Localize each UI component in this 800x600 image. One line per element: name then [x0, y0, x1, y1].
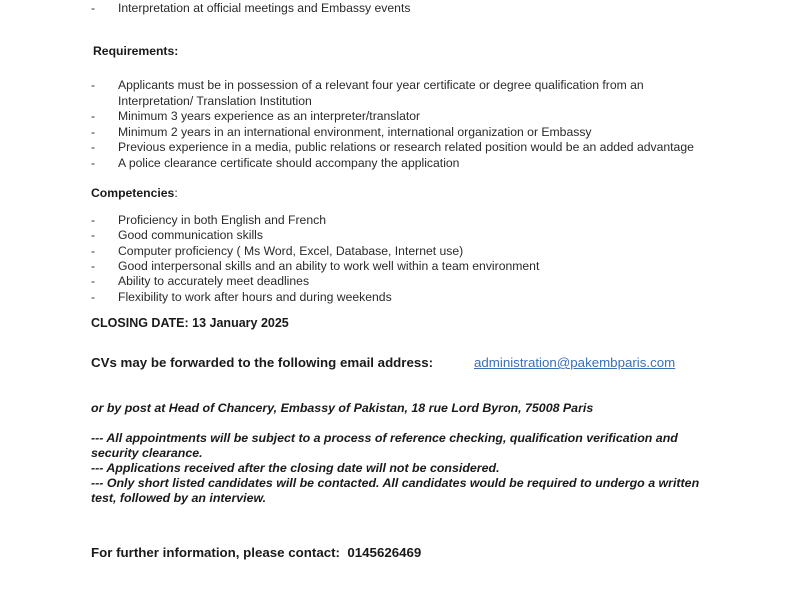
note-line: security clearance.	[91, 446, 203, 460]
bullet-dash: -	[91, 109, 96, 123]
requirement-text: Minimum 3 years experience as an interpreter/translator	[118, 109, 421, 123]
competencies-heading-text: Competencies	[91, 186, 175, 200]
closing-date: CLOSING DATE: 13 January 2025	[91, 316, 289, 330]
competency-text: Ability to accurately meet deadlines	[118, 274, 310, 288]
bullet-dash: -	[91, 156, 96, 170]
bullet-dash: -	[91, 140, 96, 154]
competency-text: Good communication skills	[118, 228, 263, 242]
competency-text: Flexibility to work after hours and during weekends	[118, 290, 392, 304]
bullet-dash: -	[91, 274, 96, 288]
bullet-dash: -	[91, 125, 96, 139]
competency-text: Good interpersonal skills and an ability to work well within a team environment	[118, 259, 540, 273]
competencies-heading	[91, 186, 178, 200]
bullet-dash: -	[91, 213, 96, 227]
note-line: --- All appointments will be subject to a process of reference checking, qualification verification and	[91, 431, 678, 445]
requirements-heading: Requirements:	[93, 44, 179, 58]
competencies-heading-colon: :	[174, 186, 178, 200]
email-link[interactable]: administration@pakembparis.com	[474, 355, 676, 370]
bullet-dash: -	[91, 259, 96, 273]
requirement-continuation-text: Interpretation/ Translation Institution	[118, 94, 312, 108]
bullet-dash: -	[91, 78, 96, 92]
requirement-text: A police clearance certificate should accompany the application	[118, 156, 460, 170]
contact-phone: 0145626469	[347, 545, 422, 560]
contact-line	[91, 545, 421, 560]
post-address: or by post at Head of Chancery, Embassy of Pakistan, 18 rue Lord Byron, 75008 Paris	[91, 401, 594, 415]
note-line: test, followed by an interview.	[91, 491, 267, 505]
duty-text: Interpretation at official meetings and Embassy events	[118, 1, 411, 15]
note-line: --- Only short listed candidates will be contacted. All candidates would be required to undergo a written	[91, 476, 700, 490]
bullet-dash: -	[91, 290, 96, 304]
note-line: --- Applications received after the closing date will not be considered.	[91, 461, 500, 475]
competency-text: Computer proficiency ( Ms Word, Excel, Database, Internet use)	[118, 244, 464, 258]
bullet-dash: -	[91, 244, 96, 258]
bullet-dash: -	[91, 228, 96, 242]
requirement-text: Minimum 2 years in an international environment, international organization or Embassy	[118, 125, 592, 139]
cv-instructions: CVs may be forwarded to the following email address:	[91, 355, 434, 370]
contact-label: For further information, please contact:	[91, 545, 340, 560]
requirement-text: Previous experience in a media, public relations or research related position would be an added advantage	[118, 140, 694, 154]
bullet-dash: -	[91, 1, 96, 15]
competency-text: Proficiency in both English and French	[118, 213, 326, 227]
requirement-text: Applicants must be in possession of a relevant four year certificate or degree qualification from an	[118, 78, 644, 92]
